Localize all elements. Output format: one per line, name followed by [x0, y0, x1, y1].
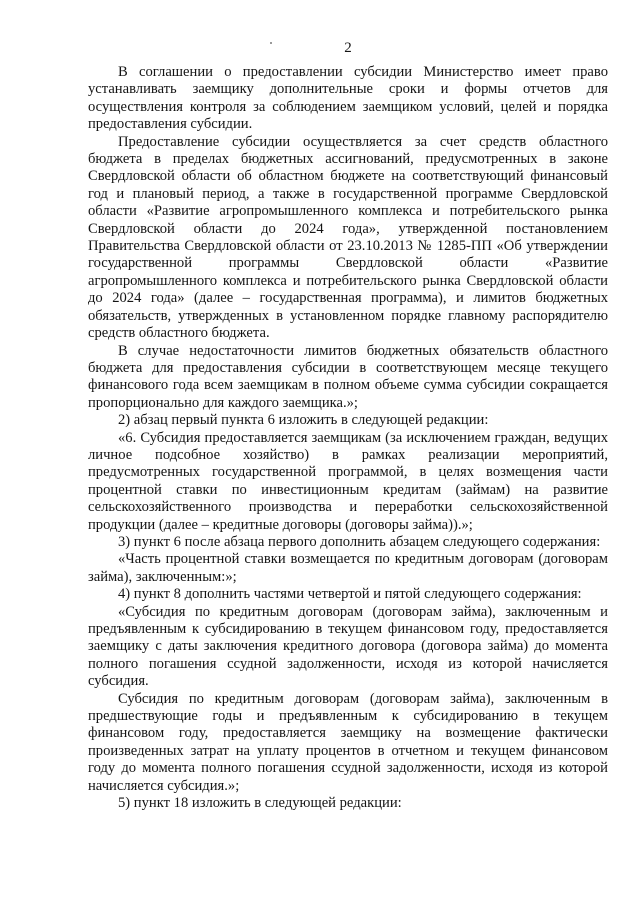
document-page	[88, 38, 608, 812]
page-number: 2	[344, 40, 352, 56]
paragraph-9: «Субсидия по кредитным договорам (договорам займа), заключенным и предъявленным к субсидированию в текущем финансовом году, предоставляется заемщику с даты заключения кредитного договора (договора займа) до момента полного погашения ссудной задолженности, исходя из которой начисляется субсидия.	[88, 603, 608, 690]
paragraph-10: Субсидия по кредитным договорам (договорам займа), заключенным в предшествующие годы и предъявленным к субсидированию в текущем финансовом году, предоставляется заемщику на возмещение фактически произведенных затрат на уплату процентов в отчетном и текущем финансовом году до момента полного погашения ссудной задолженности, исходя из которой начисляется субсидия.»;	[88, 690, 608, 794]
paragraph-11: 5) пункт 18 изложить в следующей редакции:	[118, 795, 402, 812]
paragraph-1: В соглашении о предоставлении субсидии Министерство имеет право устанавливать заемщику дополнительные сроки и формы отчетов для осуществления контроля за соблюдением заемщиком условий, целей и порядка предоставления субсидии.	[88, 64, 608, 133]
paragraph-2: Предоставление субсидии осуществляется за счет средств областного бюджета в пределах бюджетных ассигнований, предусмотренных в законе Свердловской области об областном бюджете на соответствующий финансовый год и плановый период, а также в государственной программе Свердловской области «Развитие агропромышленного комплекса и потребительского рынка Свердловской области до 2024 года», утвержденной постановлением Правительства Свердловской области от 23.10.2013 № 1285-ПП «Об утверждении государственной программы Свердловской области «Развитие агропромышленного комплекса и потребительского рынка Свердловской области до 2024 года» (далее – государственная программа), и лимитов бюджетных обязательств, утвержденных в установленном порядке главному распорядителю средств областного бюджета.	[88, 133, 608, 342]
paragraph-7: «Часть процентной ставки возмещается по кредитным договорам (договорам займа), заключенным:»;	[88, 551, 608, 585]
paragraph-8: 4) пункт 8 дополнить частями четвертой и пятой следующего содержания:	[118, 586, 582, 603]
paragraph-4: 2) абзац первый пункта 6 изложить в следующей редакции:	[118, 412, 489, 429]
paragraph-5: «6. Субсидия предоставляется заемщикам (за исключением граждан, ведущих личное подсобное хозяйство) в рамках реализации мероприятий, предусмотренных государственной программой, в целях возмещения части процентной ставки по инвестиционным кредитам (займам) на развитие сельскохозяйственного производства и переработки сельскохозяйственной продукции (далее – кредитные договоры (договоры займа)).»;	[88, 429, 608, 533]
paragraph-3: В случае недостаточности лимитов бюджетных обязательств областного бюджета для предоставления субсидии в соответствующем месяце текущего финансового года всем заемщикам в полном объеме сумма субсидии сокращается пропорционально для каждого заемщика.»;	[88, 342, 608, 411]
paragraph-6: 3) пункт 6 после абзаца первого дополнить абзацем следующего содержания:	[118, 533, 601, 550]
